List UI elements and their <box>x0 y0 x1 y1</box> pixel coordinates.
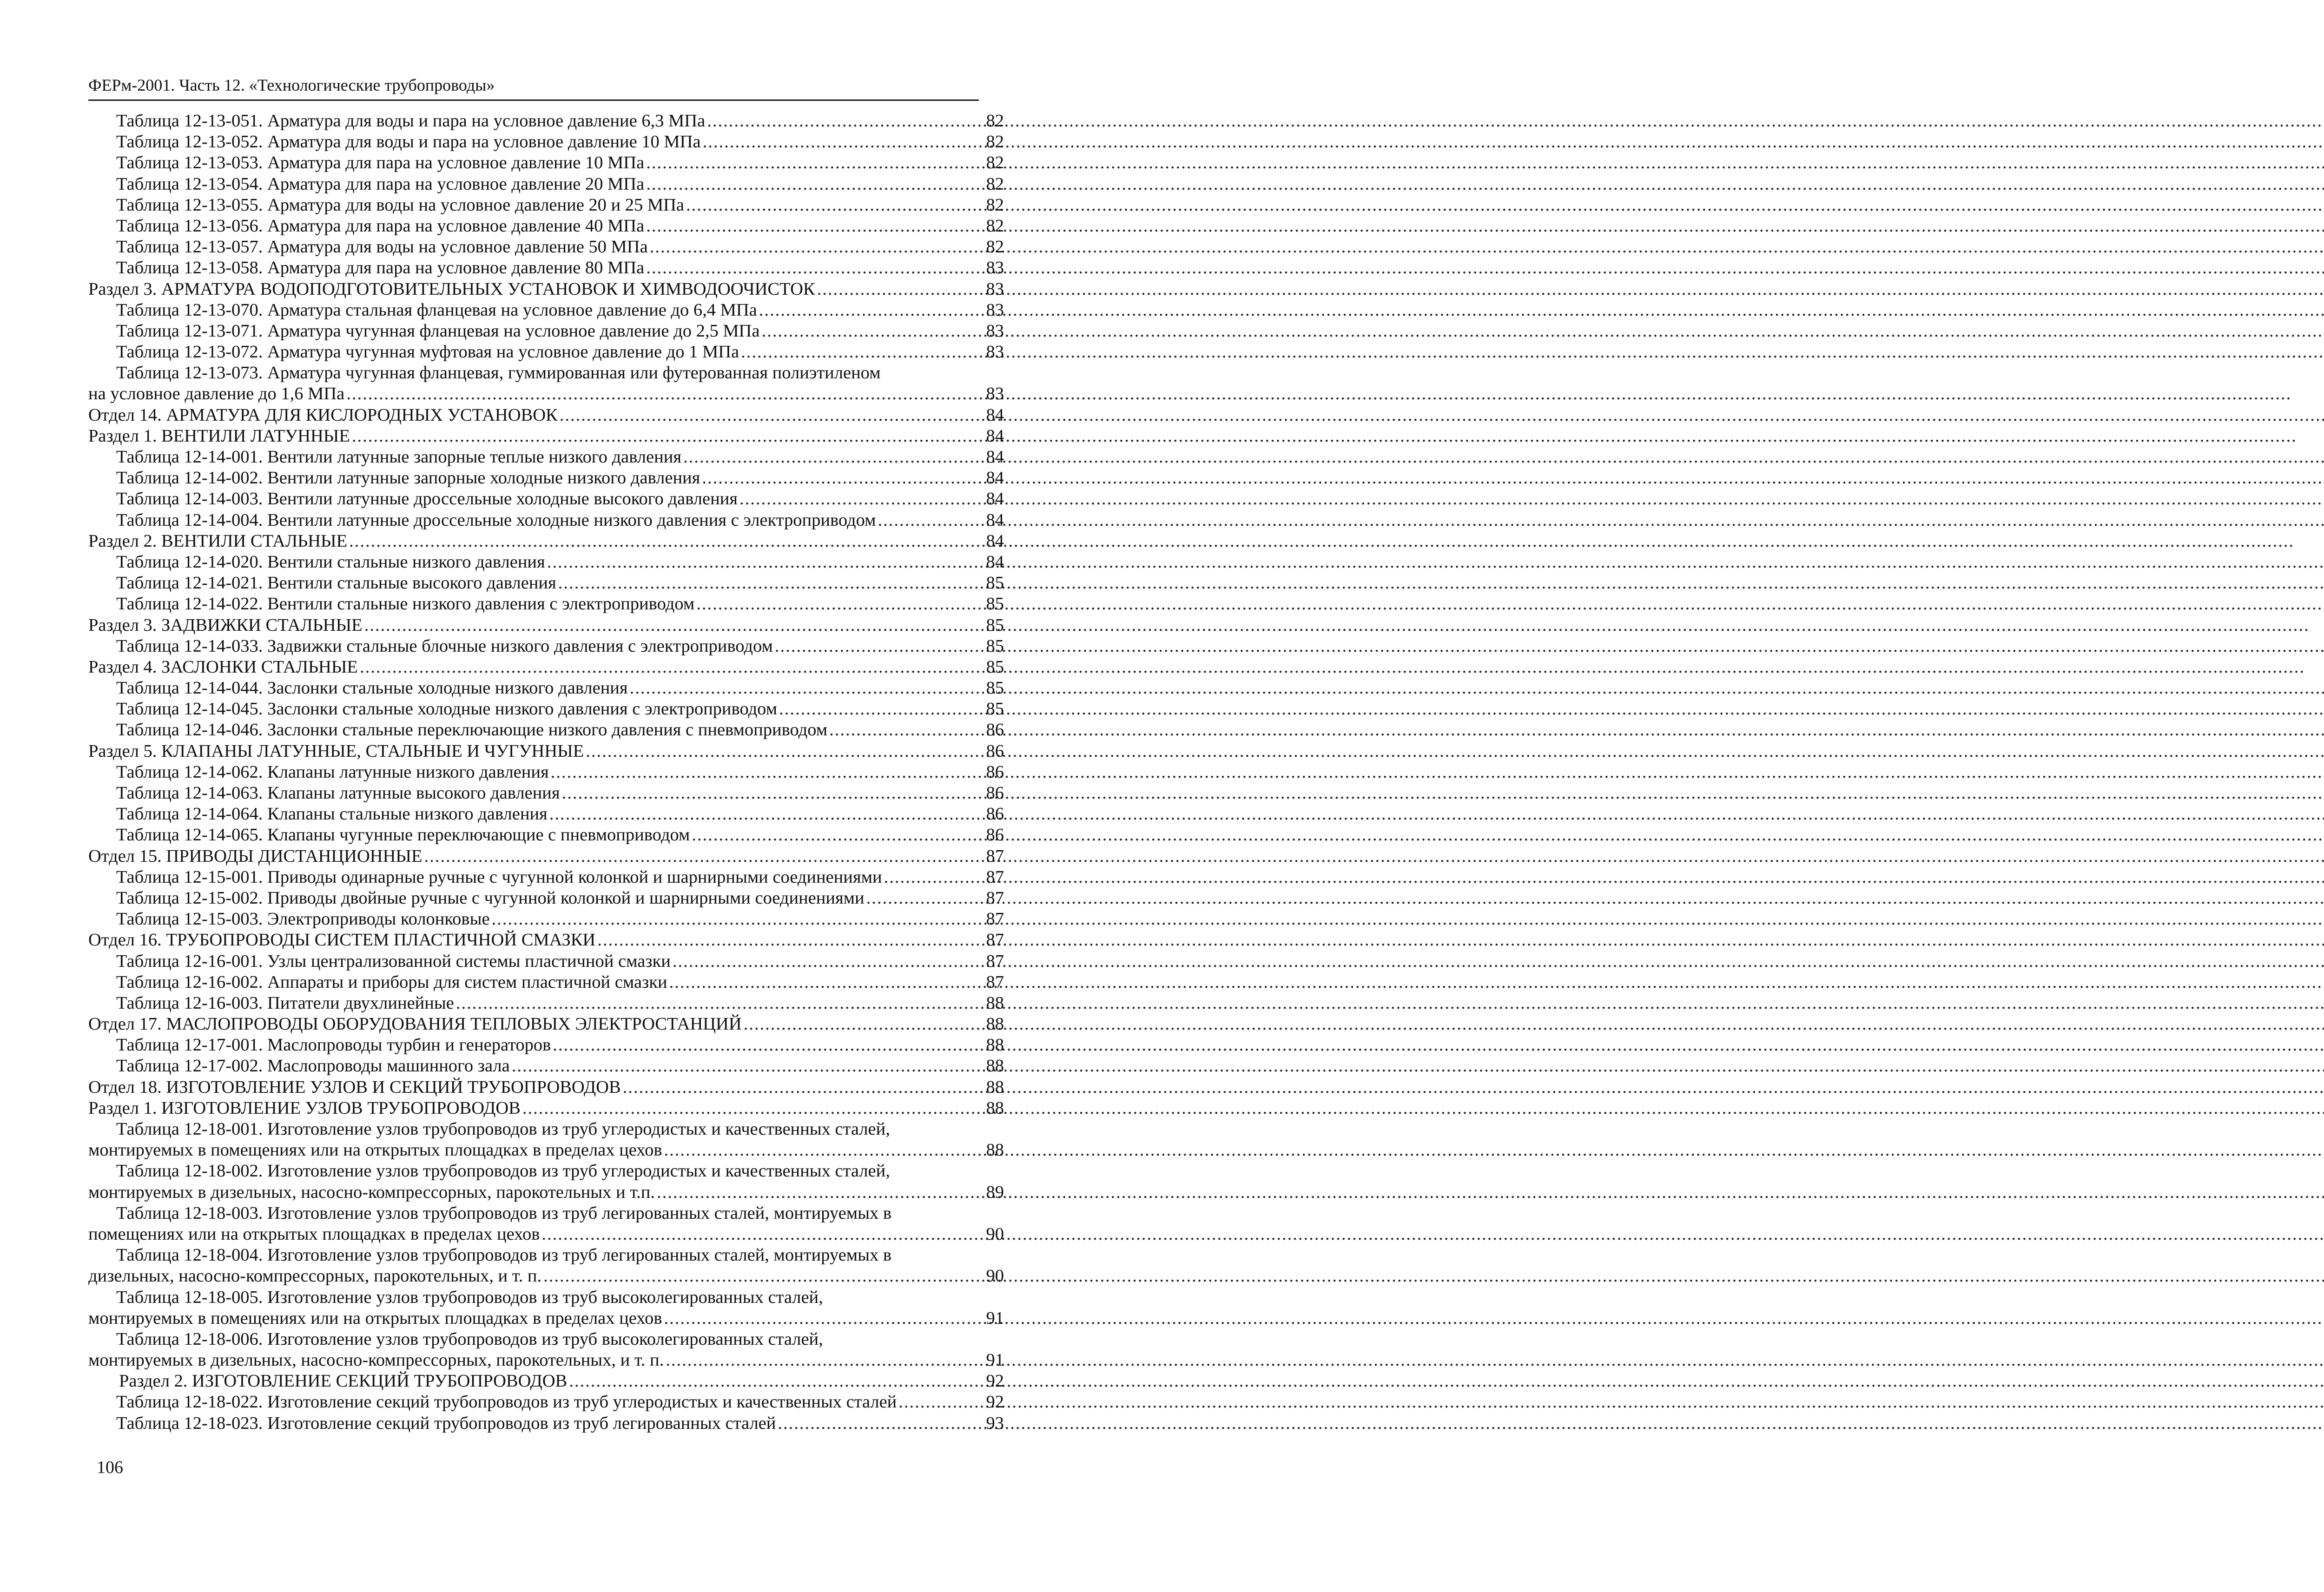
toc-entry-text: Раздел 3. АРМАТУРА ВОДОПОДГОТОВИТЕЛЬНЫХ УСТАНОВОК И ХИМВОДООЧИСТОК <box>88 279 815 299</box>
dot-leader <box>703 132 979 152</box>
dot-leader <box>707 111 979 132</box>
toc-entry-row <box>116 195 1004 216</box>
toc-table-entry[interactable] <box>88 762 1004 783</box>
dot-leader <box>692 825 979 846</box>
toc-page-number: 92 <box>986 1371 1004 1391</box>
toc-entry-text: Раздел 2. ВЕНТИЛИ СТАЛЬНЫЕ <box>88 531 348 551</box>
toc-entry-text: помещениях или на открытых площадках в пределах цехов <box>88 1224 540 1244</box>
toc-section-entry[interactable] <box>88 531 1004 552</box>
dot-leader <box>739 489 979 509</box>
toc-page-number: 84 <box>986 510 1004 530</box>
toc-table-entry[interactable] <box>88 321 1004 342</box>
toc-page-number: 87 <box>986 867 1004 887</box>
toc-entry-text: Отдел 14. АРМАТУРА ДЛЯ КИСЛОРОДНЫХ УСТАНОВОК <box>88 405 558 425</box>
toc-entry-text: Таблица 12-14-020. Вентили стальные низкого давления <box>116 552 545 572</box>
dot-leader <box>569 1371 979 1392</box>
toc-page-number: 83 <box>986 258 1004 278</box>
toc-table-entry[interactable] <box>88 1329 1004 1371</box>
toc-page-number: 82 <box>986 195 1004 215</box>
dot-leader <box>424 846 979 867</box>
toc-table-entry[interactable] <box>88 888 1004 909</box>
toc-page-number: 88 <box>986 1098 1004 1118</box>
toc-entry-text: Таблица 12-13-051. Арматура для воды и пара на условное давление 6,3 МПа <box>116 111 706 131</box>
toc-page-number: 85 <box>986 594 1004 614</box>
toc-entry-row <box>116 111 1004 132</box>
toc-page-number: 88 <box>986 1077 1004 1097</box>
toc-page-number: 86 <box>986 720 1004 740</box>
toc-entry-text: Раздел 2. ИЗГОТОВЛЕНИЕ СЕКЦИЙ ТРУБОПРОВОДОВ <box>119 1371 568 1391</box>
toc-entry-row <box>116 152 1004 173</box>
toc-entry-text: Таблица 12-16-002. Аппараты и приборы для систем пластичной смазки <box>116 972 667 992</box>
toc-entry-row <box>116 888 1004 909</box>
toc-entry-text: Отдел 15. ПРИВОДЫ ДИСТАНЦИОННЫЕ <box>88 846 423 866</box>
toc-entry-text: монтируемых в дизельных, насосно-компрессорных, парокотельных, и т. п. <box>88 1350 664 1370</box>
toc-entry-text: Таблица 12-13-071. Арматура чугунная фланцевая на условное давление до 2,5 МПа <box>116 321 760 341</box>
toc-entry-text: Таблица 12-18-022. Изготовление секций трубопроводов из труб углеродистых и качественных сталей <box>116 1392 897 1412</box>
toc-entry-row <box>88 615 1004 636</box>
toc-entry-text: монтируемых в дизельных, насосно-компрессорных, парокотельных и т.п. <box>88 1182 655 1202</box>
toc-entry-row <box>116 342 1004 363</box>
toc-entry-row <box>88 1308 1004 1329</box>
toc-page-number: 84 <box>986 426 1004 446</box>
toc-page-number: 90 <box>986 1224 1004 1244</box>
toc-table-entry[interactable] <box>88 1119 1004 1161</box>
toc-page-number: 84 <box>986 468 1004 488</box>
dot-leader <box>597 930 979 951</box>
toc-table-entry[interactable] <box>88 1056 1004 1077</box>
toc-entry-text: Таблица 12-16-003. Питатели двухлинейные <box>116 993 454 1013</box>
toc-page-number: 88 <box>986 1056 1004 1076</box>
toc-entry-text: Таблица 12-18-006. Изготовление узлов трубопроводов из труб высоколегированных сталей, <box>116 1329 823 1349</box>
toc-entry-text: Таблица 12-18-023. Изготовление секций трубопроводов из труб легированных сталей <box>116 1413 776 1433</box>
toc-entry-text: Раздел 1. ВЕНТИЛИ ЛАТУННЫЕ <box>88 426 350 446</box>
toc-entry-text: Таблица 12-16-001. Узлы централизованной системы пластичной смазки <box>116 951 671 971</box>
toc-entry-row <box>116 1413 1004 1434</box>
toc-entry-row <box>116 951 1004 972</box>
toc-table-entry[interactable] <box>88 972 1004 993</box>
toc-page-number: 88 <box>986 1014 1004 1034</box>
toc-page-number: 83 <box>986 384 1004 404</box>
toc-entry-text: Таблица 12-14-064. Клапаны стальные низкого давления <box>116 804 548 824</box>
toc-entry-row <box>116 1035 1004 1056</box>
toc-table-entry[interactable] <box>88 594 1004 614</box>
table-of-contents <box>88 111 1004 1434</box>
toc-table-entry[interactable] <box>88 720 1004 740</box>
toc-entry-text: Таблица 12-14-001. Вентили латунные запорные теплые низкого давления <box>116 447 682 467</box>
dot-leader <box>673 951 979 972</box>
dot-leader <box>817 279 979 300</box>
toc-section-entry[interactable] <box>88 279 1004 300</box>
toc-page-number: 88 <box>986 1035 1004 1055</box>
toc-table-entry[interactable] <box>88 258 1004 278</box>
toc-table-entry[interactable] <box>88 510 1004 531</box>
toc-entry-text: Таблица 12-14-002. Вентили латунные запорные холодные низкого давления <box>116 468 700 488</box>
toc-page-number: 91 <box>986 1350 1004 1370</box>
toc-entry-row <box>88 741 1004 762</box>
toc-table-entry[interactable] <box>88 152 1004 173</box>
toc-entry-text: Таблица 12-14-021. Вентили стальные высокого давления <box>116 573 556 593</box>
toc-table-entry[interactable] <box>88 1035 1004 1056</box>
toc-table-entry[interactable] <box>88 1287 1004 1329</box>
toc-entry-row <box>116 993 1004 1014</box>
toc-entry-text: Раздел 4. ЗАСЛОНКИ СТАЛЬНЫЕ <box>88 657 358 677</box>
dot-leader <box>741 342 979 363</box>
toc-entry-text: Таблица 12-18-005. Изготовление узлов трубопроводов из труб высоколегированных сталей, <box>116 1287 823 1307</box>
toc-section-entry[interactable] <box>88 930 1004 951</box>
dot-leader <box>778 1413 979 1434</box>
toc-entry-text: Таблица 12-13-056. Арматура для пара на условное давление 40 МПа <box>116 216 645 236</box>
dot-leader <box>547 552 979 573</box>
toc-table-entry[interactable] <box>88 1203 1004 1245</box>
toc-table-entry[interactable] <box>88 342 1004 363</box>
toc-page-number: 89 <box>986 1182 1004 1202</box>
toc-table-entry[interactable] <box>88 678 1004 699</box>
dot-leader <box>553 1035 979 1056</box>
toc-page-number: 85 <box>986 699 1004 719</box>
toc-page-number: 86 <box>986 762 1004 782</box>
toc-table-entry[interactable] <box>88 993 1004 1014</box>
dot-leader <box>364 615 979 636</box>
toc-table-entry[interactable] <box>88 237 1004 258</box>
toc-table-entry[interactable] <box>88 804 1004 825</box>
toc-table-entry[interactable] <box>88 636 1004 657</box>
toc-table-entry[interactable] <box>88 132 1004 152</box>
toc-table-entry[interactable] <box>88 825 1004 846</box>
toc-entry-row <box>116 552 1004 573</box>
toc-entry-text: Таблица 12-13-070. Арматура стальная фланцевая на условное давление до 6,4 МПа <box>116 300 757 320</box>
toc-entry-text: Таблица 12-13-052. Арматура для воды и пара на условное давление 10 МПа <box>116 132 701 152</box>
toc-entry-text: Раздел 5. КЛАПАНЫ ЛАТУННЫЕ, СТАЛЬНЫЕ И ЧУГУННЫЕ <box>88 741 584 761</box>
toc-entry-row <box>88 1140 1004 1161</box>
toc-page-number: 87 <box>986 972 1004 992</box>
toc-page-number: 85 <box>986 657 1004 677</box>
toc-page-number: 85 <box>986 615 1004 635</box>
toc-table-entry[interactable] <box>88 699 1004 720</box>
toc-entry-row <box>88 1350 1004 1371</box>
dot-leader <box>650 237 979 258</box>
toc-section-entry[interactable] <box>88 741 1004 762</box>
toc-entry-text: Таблица 12-15-002. Приводы двойные ручные с чугунной колонкой и шарнирными соединениями <box>116 888 865 908</box>
toc-entry-row <box>88 1077 1004 1098</box>
toc-entry-text: Таблица 12-14-063. Клапаны латунные высокого давления <box>116 783 560 803</box>
dot-leader <box>630 678 979 699</box>
toc-entry-text: Таблица 12-14-044. Заслонки стальные холодные низкого давления <box>116 678 628 698</box>
toc-section-entry[interactable] <box>88 1098 1004 1119</box>
toc-page-number: 82 <box>986 153 1004 173</box>
toc-page-number: 88 <box>986 1140 1004 1160</box>
dot-leader <box>759 300 979 321</box>
toc-section-entry[interactable] <box>88 1014 1004 1035</box>
toc-entry-text: Таблица 12-13-072. Арматура чугунная муфтовая на условное давление до 1 МПа <box>116 342 739 362</box>
toc-entry-text: Таблица 12-14-022. Вентили стальные низкого давления с электроприводом <box>116 594 695 614</box>
toc-entry-text: Таблица 12-14-003. Вентили латунные дроссельные холодные высокого давления <box>116 489 738 509</box>
toc-entry-text: на условное давление до 1,6 МПа <box>88 384 345 404</box>
toc-entry-row <box>88 657 1004 678</box>
toc-entry-row <box>116 636 1004 657</box>
toc-table-entry[interactable] <box>88 1413 1004 1434</box>
toc-section-entry[interactable] <box>88 426 1004 447</box>
toc-page-number: 86 <box>986 804 1004 824</box>
toc-table-entry[interactable] <box>88 468 1004 489</box>
toc-page-number: 91 <box>986 1308 1004 1328</box>
toc-table-entry[interactable] <box>88 300 1004 321</box>
toc-table-entry[interactable] <box>88 363 1004 404</box>
toc-page-number: 87 <box>986 846 1004 866</box>
toc-entry-row <box>88 531 1004 552</box>
toc-page-number: 84 <box>986 552 1004 572</box>
dot-leader <box>666 1350 979 1371</box>
toc-entry-text: Таблица 12-18-001. Изготовление узлов трубопроводов из труб углеродистых и качественных сталей, <box>116 1119 890 1139</box>
dot-leader <box>664 1308 979 1329</box>
toc-page-number: 84 <box>986 489 1004 509</box>
dot-leader <box>696 594 979 614</box>
toc-page-number: 92 <box>986 1392 1004 1412</box>
dot-leader <box>898 1392 979 1413</box>
toc-entry-row <box>116 300 1004 321</box>
toc-entry-row <box>116 468 1004 489</box>
toc-table-entry[interactable] <box>88 552 1004 573</box>
dot-leader <box>664 1140 979 1161</box>
dot-leader <box>551 762 979 783</box>
toc-entry-row <box>116 573 1004 594</box>
dot-leader <box>512 1056 979 1077</box>
dot-leader <box>543 1266 979 1287</box>
toc-table-entry[interactable] <box>88 1245 1004 1287</box>
toc-entry-row <box>116 594 1004 614</box>
toc-table-entry[interactable] <box>88 909 1004 930</box>
toc-entry-text: Таблица 12-14-045. Заслонки стальные холодные низкого давления с электроприводом <box>116 699 778 719</box>
toc-entry-row <box>88 1182 1004 1203</box>
toc-entry-row <box>88 405 1004 426</box>
toc-entry-row <box>116 489 1004 509</box>
toc-entry-text: дизельных, насосно-компрессорных, парокотельных, и т. п. <box>88 1266 542 1286</box>
toc-entry-row <box>116 237 1004 258</box>
toc-section-entry[interactable] <box>88 405 1004 426</box>
dot-leader <box>522 1098 979 1119</box>
toc-entry-row <box>119 1371 1004 1392</box>
toc-page-number: 82 <box>986 216 1004 236</box>
toc-entry-row <box>88 1014 1004 1035</box>
dot-leader <box>560 405 979 426</box>
dot-leader <box>878 510 979 531</box>
toc-table-entry[interactable] <box>88 111 1004 132</box>
toc-section-entry[interactable] <box>88 846 1004 867</box>
toc-entry-text: Таблица 12-15-003. Электроприводы колонковые <box>116 909 490 929</box>
toc-table-entry[interactable] <box>88 783 1004 804</box>
toc-entry-row <box>116 804 1004 825</box>
dot-leader <box>646 152 979 173</box>
toc-page-number: 87 <box>986 909 1004 929</box>
toc-entry-text: Таблица 12-14-046. Заслонки стальные переключающие низкого давления с пневмоприводом <box>116 720 828 740</box>
dot-leader <box>775 636 979 657</box>
toc-page-number: 83 <box>986 279 1004 299</box>
toc-page-number: 83 <box>986 321 1004 341</box>
dot-leader <box>683 447 979 468</box>
dot-leader <box>646 174 979 195</box>
toc-entry-text: Таблица 12-13-055. Арматура для воды на условное давление 20 и 25 МПа <box>116 195 685 215</box>
dot-leader <box>646 258 979 278</box>
toc-entry-row <box>116 1056 1004 1077</box>
toc-page-number: 84 <box>986 447 1004 467</box>
toc-entry-text: Таблица 12-14-033. Задвижки стальные блочные низкого давления с электроприводом <box>116 636 773 656</box>
dot-leader <box>360 657 979 678</box>
toc-entry-text: Раздел 1. ИЗГОТОВЛЕНИЕ УЗЛОВ ТРУБОПРОВОДОВ <box>88 1098 521 1118</box>
dot-leader <box>669 972 979 993</box>
toc-entry-row <box>88 1266 1004 1287</box>
toc-entry-row <box>116 258 1004 278</box>
page-number: 106 <box>97 1458 123 1477</box>
toc-entry-text: Таблица 12-17-002. Маслопроводы машинного зала <box>116 1056 510 1076</box>
toc-table-entry[interactable] <box>88 489 1004 509</box>
toc-page-number: 82 <box>986 132 1004 152</box>
toc-page-number: 93 <box>986 1413 1004 1433</box>
dot-leader <box>456 993 979 1014</box>
toc-entry-text: Раздел 3. ЗАДВИЖКИ СТАЛЬНЫЕ <box>88 615 363 635</box>
toc-page-number: 83 <box>986 300 1004 320</box>
toc-entry-row <box>116 909 1004 930</box>
toc-table-entry[interactable] <box>88 195 1004 216</box>
toc-entry-row <box>116 216 1004 237</box>
toc-section-entry[interactable] <box>88 1371 1004 1392</box>
toc-entry-row <box>116 867 1004 888</box>
dot-leader <box>866 888 979 909</box>
toc-entry-row <box>88 1098 1004 1119</box>
toc-entry-text: Отдел 16. ТРУБОПРОВОДЫ СИСТЕМ ПЛАСТИЧНОЙ СМАЗКИ <box>88 930 596 950</box>
dot-leader <box>702 468 979 489</box>
dot-leader <box>779 699 979 720</box>
toc-page-number: 86 <box>986 783 1004 803</box>
dot-leader <box>562 783 979 804</box>
toc-entry-row <box>116 447 1004 468</box>
dot-leader <box>884 867 979 888</box>
toc-entry-row <box>116 678 1004 699</box>
toc-entry-text: Отдел 18. ИЗГОТОВЛЕНИЕ УЗЛОВ И СЕКЦИЙ ТРУБОПРОВОДОВ <box>88 1077 621 1097</box>
toc-page-number: 85 <box>986 678 1004 698</box>
toc-page-number: 82 <box>986 174 1004 194</box>
toc-entry-text: монтируемых в помещениях или на открытых площадках в пределах цехов <box>88 1140 662 1160</box>
toc-entry-text: Таблица 12-18-003. Изготовление узлов трубопроводов из труб легированных сталей, монтируемых в <box>116 1203 892 1223</box>
toc-entry-text: монтируемых в помещениях или на открытых площадках в пределах цехов <box>88 1308 662 1328</box>
dot-leader <box>541 1224 979 1245</box>
toc-page-number: 88 <box>986 993 1004 1013</box>
dot-leader <box>558 573 979 594</box>
toc-entry-text: Таблица 12-13-053. Арматура для пара на условное давление 10 МПа <box>116 153 645 173</box>
toc-page-number: 85 <box>986 636 1004 656</box>
dot-leader <box>829 720 979 740</box>
toc-entry-text: Таблица 12-14-065. Клапаны чугунные переключающие с пневмоприводом <box>116 825 690 845</box>
toc-entry-row <box>116 132 1004 152</box>
toc-page-number: 82 <box>986 237 1004 257</box>
toc-table-entry[interactable] <box>88 1161 1004 1202</box>
toc-page-number: 87 <box>986 951 1004 971</box>
toc-section-entry[interactable] <box>88 1077 1004 1098</box>
toc-page-number: 86 <box>986 741 1004 761</box>
toc-entry-row <box>88 846 1004 867</box>
toc-entry-text: Таблица 12-15-001. Приводы одинарные ручные с чугунной колонкой и шарнирными соединениями <box>116 867 882 887</box>
toc-entry-text: Таблица 12-13-058. Арматура для пара на условное давление 80 МПа <box>116 258 645 278</box>
toc-table-entry[interactable] <box>88 951 1004 972</box>
toc-entry-row <box>88 279 1004 300</box>
toc-page-number: 84 <box>986 405 1004 425</box>
dot-leader <box>492 909 979 930</box>
toc-entry-text: Отдел 17. МАСЛОПРОВОДЫ ОБОРУДОВАНИЯ ТЕПЛОВЫХ ЭЛЕКТРОСТАНЦИЙ <box>88 1014 742 1034</box>
toc-page-number: 86 <box>986 825 1004 845</box>
toc-entry-row <box>88 1224 1004 1245</box>
toc-entry-row <box>116 972 1004 993</box>
toc-entry-text: Таблица 12-14-004. Вентили латунные дроссельные холодные низкого давления с электроприводом <box>116 510 876 530</box>
toc-page-number: 90 <box>986 1266 1004 1286</box>
toc-entry-row <box>116 321 1004 342</box>
dot-leader <box>646 216 979 237</box>
toc-entry-text: Таблица 12-13-057. Арматура для воды на условное давление 50 МПа <box>116 237 648 257</box>
toc-entry-row <box>116 699 1004 720</box>
toc-page-number: 84 <box>986 531 1004 551</box>
toc-page-number: 83 <box>986 342 1004 362</box>
dot-leader <box>744 1014 979 1035</box>
toc-table-entry[interactable] <box>88 174 1004 195</box>
toc-table-entry[interactable] <box>88 573 1004 594</box>
toc-entry-row <box>116 762 1004 783</box>
toc-entry-row <box>116 783 1004 804</box>
toc-entry-text: Таблица 12-13-073. Арматура чугунная фланцевая, гуммированная или футерованная полиэтиленом <box>116 363 881 383</box>
dot-leader <box>686 195 979 216</box>
toc-entry-row <box>116 720 1004 740</box>
toc-section-entry[interactable] <box>88 615 1004 636</box>
toc-entry-text: Таблица 12-14-062. Клапаны латунные низкого давления <box>116 762 549 782</box>
dot-leader <box>761 321 979 342</box>
toc-entry-text: Таблица 12-13-054. Арматура для пара на условное давление 20 МПа <box>116 174 645 194</box>
toc-entry-text: Таблица 12-18-004. Изготовление узлов трубопроводов из труб легированных сталей, монтируемых в <box>116 1245 892 1265</box>
toc-entry-row <box>88 383 1004 404</box>
dot-leader <box>349 531 979 552</box>
dot-leader <box>623 1077 979 1098</box>
toc-table-entry[interactable] <box>88 867 1004 888</box>
toc-entry-text: Таблица 12-17-001. Маслопроводы турбин и генераторов <box>116 1035 551 1055</box>
toc-entry-row <box>88 426 1004 447</box>
dot-leader <box>549 804 979 825</box>
toc-table-entry[interactable] <box>88 216 1004 237</box>
toc-entry-row <box>116 174 1004 195</box>
toc-page-number: 82 <box>986 111 1004 131</box>
running-header: ФЕРм-2001. Часть 12. «Технологические трубопроводы» <box>88 71 979 101</box>
toc-entry-text: Таблица 12-18-002. Изготовление узлов трубопроводов из труб углеродистых и качественных сталей, <box>116 1161 890 1181</box>
toc-table-entry[interactable] <box>88 1392 1004 1413</box>
toc-section-entry[interactable] <box>88 657 1004 678</box>
toc-entry-row <box>116 510 1004 531</box>
dot-leader <box>346 383 979 404</box>
toc-page-number: 87 <box>986 888 1004 908</box>
dot-leader <box>657 1182 979 1203</box>
toc-entry-row <box>88 930 1004 951</box>
toc-entry-row <box>116 1392 1004 1413</box>
toc-page-number: 85 <box>986 573 1004 593</box>
toc-page-number: 87 <box>986 930 1004 950</box>
toc-entry-row <box>116 825 1004 846</box>
toc-table-entry[interactable] <box>88 447 1004 468</box>
dot-leader <box>586 741 979 762</box>
dot-leader <box>352 426 979 447</box>
